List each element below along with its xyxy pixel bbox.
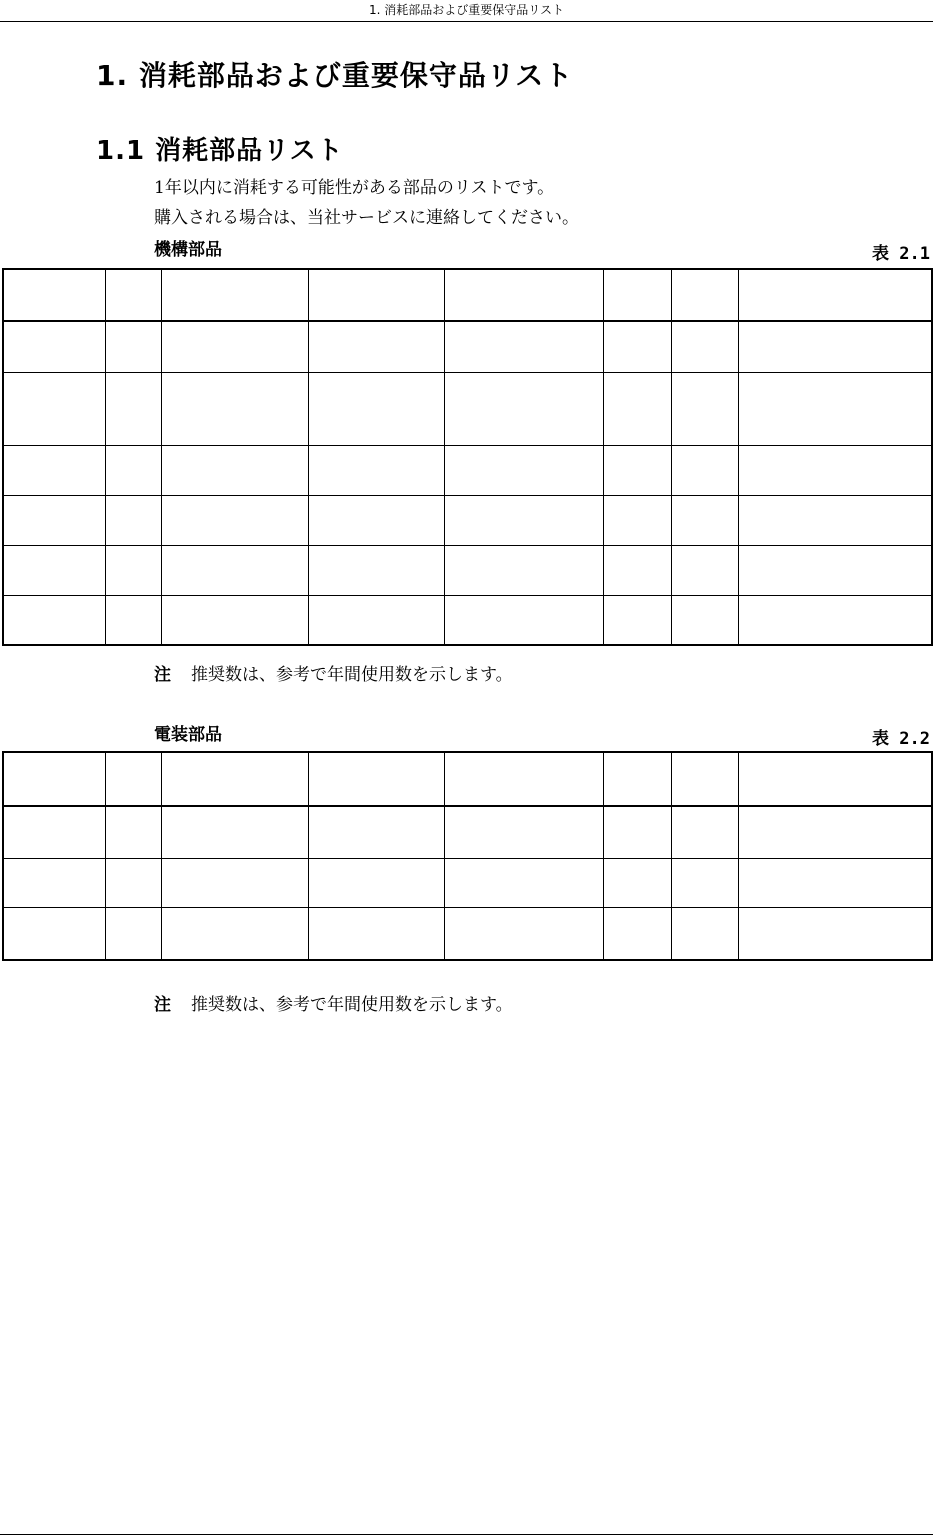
table-header-row xyxy=(3,269,932,321)
table-header-row xyxy=(3,752,932,806)
electrical-note xyxy=(154,990,513,1015)
note-label: 注 xyxy=(154,665,171,685)
note-text: 推奨数は、参考で年間使用数を示します。 xyxy=(191,665,513,685)
mechanical-parts-caption: 機構部品 xyxy=(154,240,222,260)
footer-rule xyxy=(0,1534,933,1535)
electrical-table-number: 表 2.2 xyxy=(872,729,930,749)
chapter-title: 1. 消耗部品および重要保守品リスト xyxy=(96,59,574,92)
mechanical-parts-table xyxy=(2,268,933,646)
intro-line-1: 1年以内に消耗する可能性がある部品のリストです。 xyxy=(154,178,555,198)
running-header: 1. 消耗部品および重要保守品リスト xyxy=(0,0,933,22)
intro-line-2: 購入される場合は、当社サービスに連絡してください。 xyxy=(154,208,579,228)
note-label: 注 xyxy=(154,995,171,1015)
table-row xyxy=(3,907,932,960)
mechanical-note xyxy=(154,660,513,685)
table-row xyxy=(3,495,932,545)
table-row xyxy=(3,858,932,907)
table-row xyxy=(3,372,932,445)
table-row xyxy=(3,806,932,858)
table-row xyxy=(3,595,932,645)
electrical-parts-caption: 電装部品 xyxy=(154,725,222,745)
section-title: 1.1 消耗部品リスト xyxy=(96,136,344,166)
table-row xyxy=(3,545,932,595)
note-text: 推奨数は、参考で年間使用数を示します。 xyxy=(191,995,513,1015)
mechanical-table-number: 表 2.1 xyxy=(872,244,930,264)
table-row xyxy=(3,321,932,372)
electrical-parts-table xyxy=(2,751,933,961)
table-row xyxy=(3,445,932,495)
